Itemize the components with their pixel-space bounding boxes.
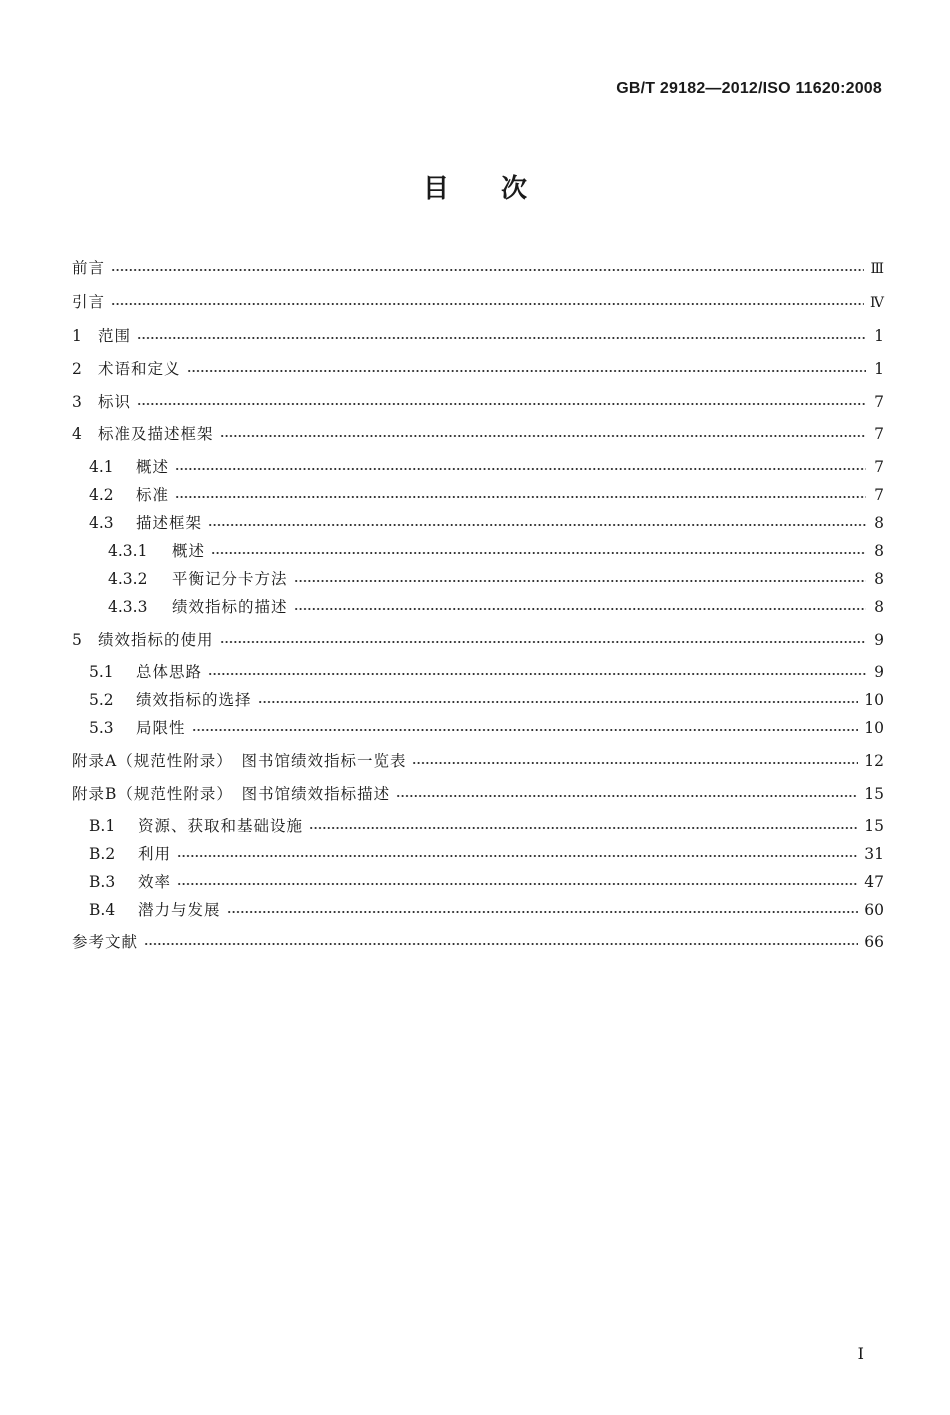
dot-leader bbox=[144, 941, 858, 947]
dot-leader bbox=[309, 825, 858, 831]
dot-leader bbox=[396, 793, 858, 799]
toc-entry-appendix-b[interactable] bbox=[72, 781, 884, 807]
toc-entry-1[interactable] bbox=[72, 323, 884, 349]
toc-page: 1 bbox=[874, 360, 884, 378]
toc-entry-5-2[interactable] bbox=[72, 687, 884, 713]
toc-label: 描述框架 bbox=[136, 514, 203, 532]
toc-label: 绩效指标的选择 bbox=[136, 691, 252, 709]
toc-entry-4-2[interactable] bbox=[72, 482, 884, 508]
toc-page: 8 bbox=[874, 542, 884, 560]
toc-entry-4-3[interactable] bbox=[72, 510, 884, 536]
toc-number: 4.3.2 bbox=[108, 570, 148, 588]
toc-label: 范围 bbox=[98, 327, 132, 345]
toc-page: 8 bbox=[874, 514, 884, 532]
dot-leader bbox=[175, 494, 866, 500]
toc-label: 局限性 bbox=[136, 719, 186, 737]
toc-page: 47 bbox=[864, 873, 884, 891]
toc-entry-4-1[interactable] bbox=[72, 454, 884, 480]
dot-leader bbox=[177, 881, 858, 887]
toc-label: 概述 bbox=[172, 542, 206, 560]
toc-number: 4 bbox=[72, 425, 82, 443]
dot-leader bbox=[137, 335, 866, 341]
toc-label: 标识 bbox=[98, 393, 132, 411]
toc-page: 1 bbox=[874, 327, 884, 345]
toc-page: 31 bbox=[864, 845, 884, 863]
toc-number: 4.3 bbox=[89, 514, 114, 532]
page-title: 目次 bbox=[422, 174, 579, 204]
toc-page: 60 bbox=[864, 901, 884, 919]
toc-number: 2 bbox=[72, 360, 82, 378]
toc-page: 12 bbox=[864, 752, 884, 770]
toc-entry-foreword[interactable] bbox=[72, 255, 884, 281]
toc-page: 7 bbox=[874, 486, 884, 504]
dot-leader bbox=[208, 671, 866, 677]
dot-leader bbox=[220, 433, 866, 439]
toc-number: 5.3 bbox=[89, 719, 114, 737]
dot-leader bbox=[211, 550, 866, 556]
dot-leader bbox=[294, 606, 866, 612]
toc-number: 5 bbox=[72, 631, 82, 649]
toc-number: 4.1 bbox=[89, 458, 114, 476]
dot-leader bbox=[137, 401, 866, 407]
toc-number: 5.1 bbox=[89, 663, 114, 681]
standard-code: GB/T 29182—2012/ISO 11620:2008 bbox=[616, 80, 882, 97]
toc-page: 15 bbox=[864, 785, 884, 803]
toc-label: 平衡记分卡方法 bbox=[172, 570, 288, 588]
dot-leader bbox=[177, 853, 858, 859]
toc-entry-5[interactable] bbox=[72, 627, 884, 653]
toc-label: 绩效指标的描述 bbox=[172, 598, 288, 616]
toc-entry-4[interactable] bbox=[72, 421, 884, 447]
toc-label: 参考文献 bbox=[72, 933, 139, 951]
dot-leader bbox=[175, 466, 866, 472]
toc-label: 术语和定义 bbox=[98, 360, 181, 378]
toc-page: 7 bbox=[874, 393, 884, 411]
toc-entry-4-3-1[interactable] bbox=[72, 538, 884, 564]
toc-label: 附录A（规范性附录） 图书馆绩效指标一览表 bbox=[72, 752, 407, 770]
dot-leader bbox=[227, 909, 859, 915]
toc-label: 资源、获取和基础设施 bbox=[138, 817, 304, 835]
toc-page: 7 bbox=[874, 458, 884, 476]
toc-page: 8 bbox=[874, 570, 884, 588]
dot-leader bbox=[111, 301, 864, 307]
toc-number: B.1 bbox=[89, 817, 116, 835]
toc-entry-introduction[interactable] bbox=[72, 289, 884, 315]
toc-number: 4.3.3 bbox=[108, 598, 148, 616]
toc-number: 4.3.1 bbox=[108, 542, 148, 560]
toc-label: 绩效指标的使用 bbox=[98, 631, 214, 649]
toc-entry-b-3[interactable] bbox=[72, 869, 884, 895]
dot-leader bbox=[294, 578, 866, 584]
toc-page: 7 bbox=[874, 425, 884, 443]
toc-entry-5-3[interactable] bbox=[72, 715, 884, 741]
toc-page: 10 bbox=[864, 719, 884, 737]
toc-label: 标准 bbox=[136, 486, 170, 504]
toc-number: B.2 bbox=[89, 845, 116, 863]
dot-leader bbox=[412, 760, 858, 766]
toc-entry-b-4[interactable] bbox=[72, 897, 884, 923]
toc-entry-2[interactable] bbox=[72, 356, 884, 382]
toc-number: 1 bbox=[72, 327, 82, 345]
toc-label: 标准及描述框架 bbox=[98, 425, 214, 443]
toc-entry-3[interactable] bbox=[72, 389, 884, 415]
toc-page: 15 bbox=[864, 817, 884, 835]
toc-entry-4-3-3[interactable] bbox=[72, 594, 884, 620]
dot-leader bbox=[111, 267, 864, 273]
page-number: I bbox=[857, 1344, 864, 1363]
toc-entry-appendix-a[interactable] bbox=[72, 748, 884, 774]
dot-leader bbox=[220, 639, 866, 645]
toc-label: 前言 bbox=[72, 259, 106, 277]
toc-entry-5-1[interactable] bbox=[72, 659, 884, 685]
toc-entry-b-2[interactable] bbox=[72, 841, 884, 867]
toc-entry-b-1[interactable] bbox=[72, 813, 884, 839]
dot-leader bbox=[187, 368, 866, 374]
toc-entry-4-3-2[interactable] bbox=[72, 566, 884, 592]
toc-number: 5.2 bbox=[89, 691, 114, 709]
toc-label: 引言 bbox=[72, 293, 106, 311]
dot-leader bbox=[192, 727, 859, 733]
dot-leader bbox=[258, 699, 859, 705]
toc-page: 10 bbox=[864, 691, 884, 709]
dot-leader bbox=[208, 522, 866, 528]
toc-entry-references[interactable] bbox=[72, 929, 884, 955]
toc-page: Ⅳ bbox=[870, 295, 884, 311]
toc-label: 利用 bbox=[138, 845, 172, 863]
toc-number: 3 bbox=[72, 393, 82, 411]
toc-page: 66 bbox=[864, 933, 884, 951]
toc-label: 附录B（规范性附录） 图书馆绩效指标描述 bbox=[72, 785, 391, 803]
toc-label: 效率 bbox=[138, 873, 172, 891]
toc-page: 8 bbox=[874, 598, 884, 616]
toc-page: 9 bbox=[874, 631, 884, 649]
toc-number: 4.2 bbox=[89, 486, 114, 504]
toc-label: 概述 bbox=[136, 458, 170, 476]
toc-label: 潜力与发展 bbox=[138, 901, 221, 919]
toc-number: B.4 bbox=[89, 901, 116, 919]
toc-label: 总体思路 bbox=[136, 663, 203, 681]
toc-page: Ⅲ bbox=[870, 261, 884, 277]
toc-number: B.3 bbox=[89, 873, 116, 891]
toc-page: 9 bbox=[874, 663, 884, 681]
